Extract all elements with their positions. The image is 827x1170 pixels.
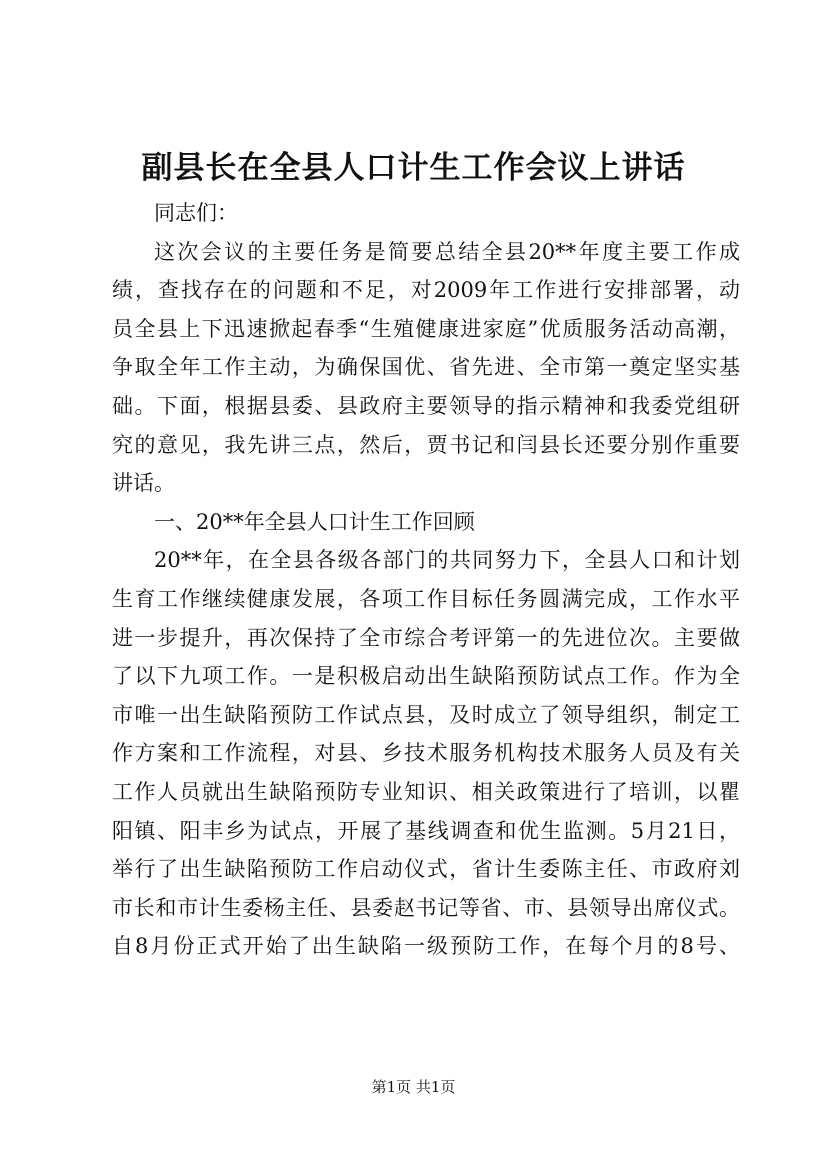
salutation-line: 同志们： — [154, 201, 238, 225]
text-line: 了以下九项工作。一是积极启动出生缺陷预防试点工作。作为全 — [112, 664, 740, 689]
text-line: 阳镇、阳丰乡为试点，开展了基线调查和优生监测。5月21日， — [112, 818, 740, 843]
text-line: 举行了出生缺陷预防工作启动仪式，省计生委陈主任、市政府刘 — [112, 857, 740, 882]
text-line: 员全县上下迅速掀起春季“生殖健康进家庭”优质服务活动高潮， — [112, 316, 740, 341]
text-line: 自8月份正式开始了出生缺陷一级预防工作，在每个月的8号、 — [112, 934, 740, 959]
text-line: 生育工作继续健康发展，各项工作目标任务圆满完成，工作水平 — [112, 586, 740, 611]
text-line: 究的意见，我先讲三点，然后，贾书记和闫县长还要分别作重要 — [112, 432, 740, 457]
text-line: 绩，查找存在的问题和不足，对2009年工作进行安排部署，动 — [112, 278, 740, 303]
page-number: 第1页 共1页 — [371, 1078, 456, 1096]
text-line: 础。下面，根据县委、县政府主要领导的指示精神和我委党组研 — [112, 393, 740, 418]
text-line: 争取全年工作主动，为确保国优、省先进、全市第一奠定坚实基 — [112, 355, 740, 380]
text-line: 市长和市计生委杨主任、县委赵书记等省、市、县领导出席仪式。 — [112, 895, 740, 920]
text-line: 讲话。 — [112, 471, 175, 496]
text-line: 市唯一出生缺陷预防工作试点县，及时成立了领导组织，制定工 — [112, 702, 740, 727]
section-heading: 一、20**年全县人口计生工作回顾 — [154, 509, 475, 534]
text-line: 进一步提升，再次保持了全市综合考评第一的先进位次。主要做 — [112, 625, 740, 650]
document-body — [112, 194, 740, 966]
document-title: 副县长在全县人口计生工作会议上讲话 — [141, 150, 686, 186]
text-line: 工作人员就出生缺陷预防专业知识、相关政策进行了培训，以瞿 — [112, 779, 740, 804]
text-line: 20**年，在全县各级各部门的共同努力下，全县人口和计划 — [154, 548, 740, 573]
text-line: 这次会议的主要任务是简要总结全县20**年度主要工作成 — [154, 239, 740, 264]
text-line: 作方案和工作流程，对县、乡技术服务机构技术服务人员及有关 — [112, 741, 740, 766]
